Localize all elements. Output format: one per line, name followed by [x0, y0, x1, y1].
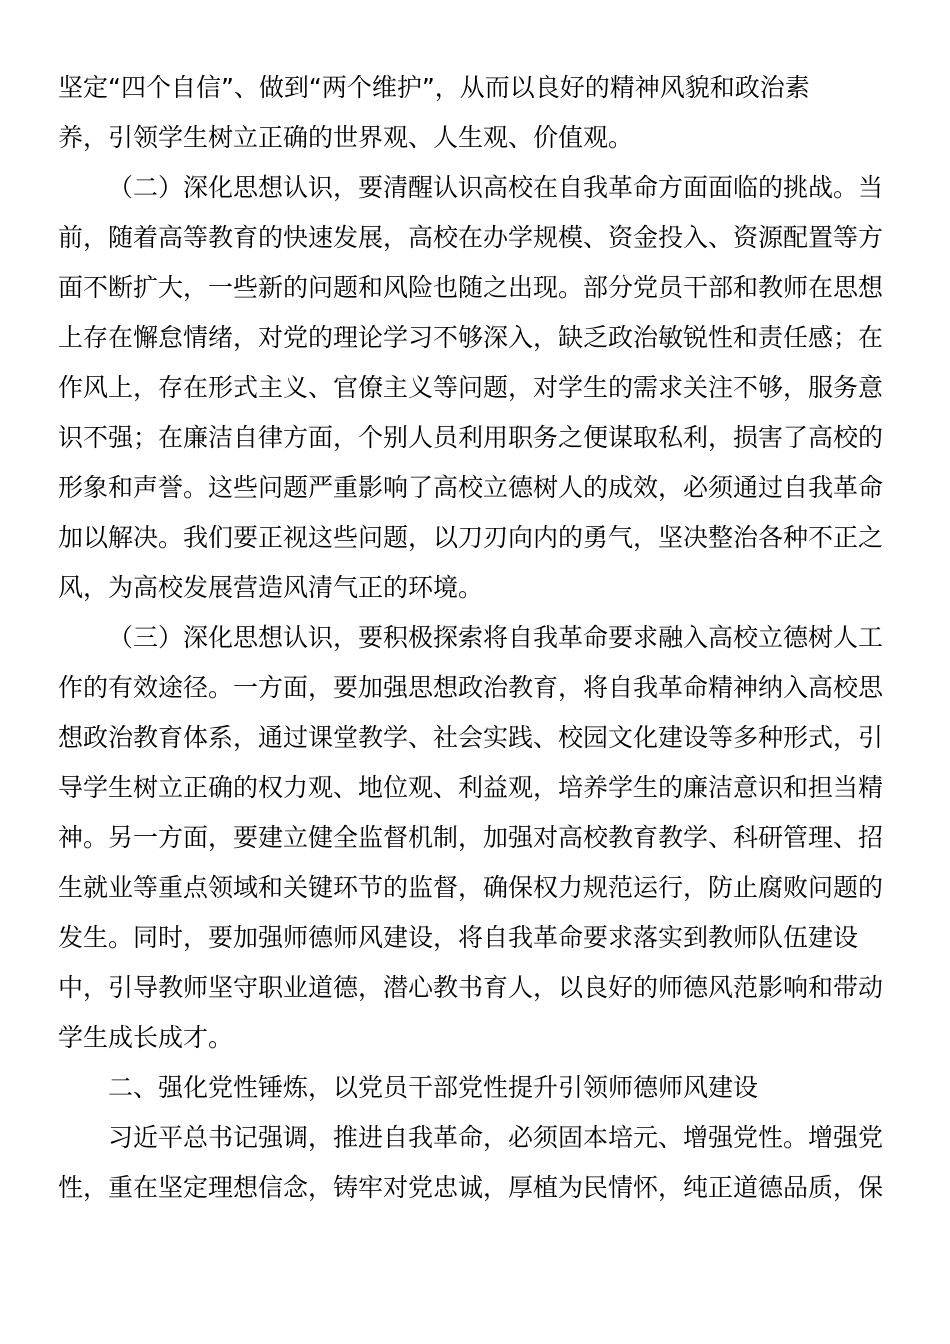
text-line: 面不断扩大，一些新的问题和风险也随之出现。部分党员干部和教师在思想 — [58, 273, 884, 302]
text-line: 作的有效途径。一方面，要加强思想政治教育，将自我革命精神纳入高校思 — [58, 673, 884, 702]
text-line: 生就业等重点领域和关键环节的监督，确保权力规范运行，防止腐败问题的 — [58, 873, 884, 902]
text-line: 上存在懈怠情绪，对党的理论学习不够深入，缺乏政治敏锐性和责任感；在 — [58, 323, 884, 352]
text-line: 导学生树立正确的权力观、地位观、利益观，培养学生的廉洁意识和担当精 — [58, 773, 884, 802]
section-heading: 二、强化党性锤炼，以党员干部党性提升引领师德师风建设 — [108, 1073, 759, 1102]
text-line: 坚定“四个自信”、做到“两个维护”，从而以良好的精神风貌和政治素 — [58, 73, 810, 102]
paragraph-start-line: 习近平总书记强调，推进自我革命，必须固本培元、增强党性。增强党 — [108, 1123, 884, 1152]
text-line: 性，重在坚定理想信念，铸牢对党忠诚，厚植为民情怀，纯正道德品质，保 — [58, 1173, 884, 1202]
text-line: 想政治教育体系，通过课堂教学、社会实践、校园文化建设等多种形式，引 — [58, 723, 884, 752]
text-line: 学生成长成才。 — [58, 1023, 234, 1052]
text-line: 风，为高校发展营造风清气正的环境。 — [58, 573, 484, 602]
text-line: 识不强；在廉洁自律方面，个别人员利用职务之便谋取私利，损害了高校的 — [58, 423, 884, 452]
text-line: 加以解决。我们要正视这些问题，以刀刃向内的勇气，坚决整治各种不正之 — [58, 523, 884, 552]
text-line: 前，随着高等教育的快速发展，高校在办学规模、资金投入、资源配置等方 — [58, 223, 884, 252]
text-line: 作风上，存在形式主义、官僚主义等问题，对学生的需求关注不够，服务意 — [58, 373, 884, 402]
paragraph-start-line: （三）深化思想认识，要积极探索将自我革命要求融入高校立德树人工 — [108, 623, 884, 652]
text-line: 形象和声誉。这些问题严重影响了高校立德树人的成效，必须通过自我革命 — [58, 473, 884, 502]
text-line: 中，引导教师坚守职业道德，潜心教书育人，以良好的师德风范影响和带动 — [58, 973, 884, 1002]
paragraph-start-line: （二）深化思想认识，要清醒认识高校在自我革命方面面临的挑战。当 — [108, 173, 884, 202]
text-line: 神。另一方面，要建立健全监督机制，加强对高校教育教学、科研管理、招 — [58, 823, 884, 852]
text-line: 发生。同时，要加强师德师风建设，将自我革命要求落实到教师队伍建设 — [58, 923, 859, 952]
text-line: 养，引领学生树立正确的世界观、人生观、价值观。 — [58, 123, 634, 152]
